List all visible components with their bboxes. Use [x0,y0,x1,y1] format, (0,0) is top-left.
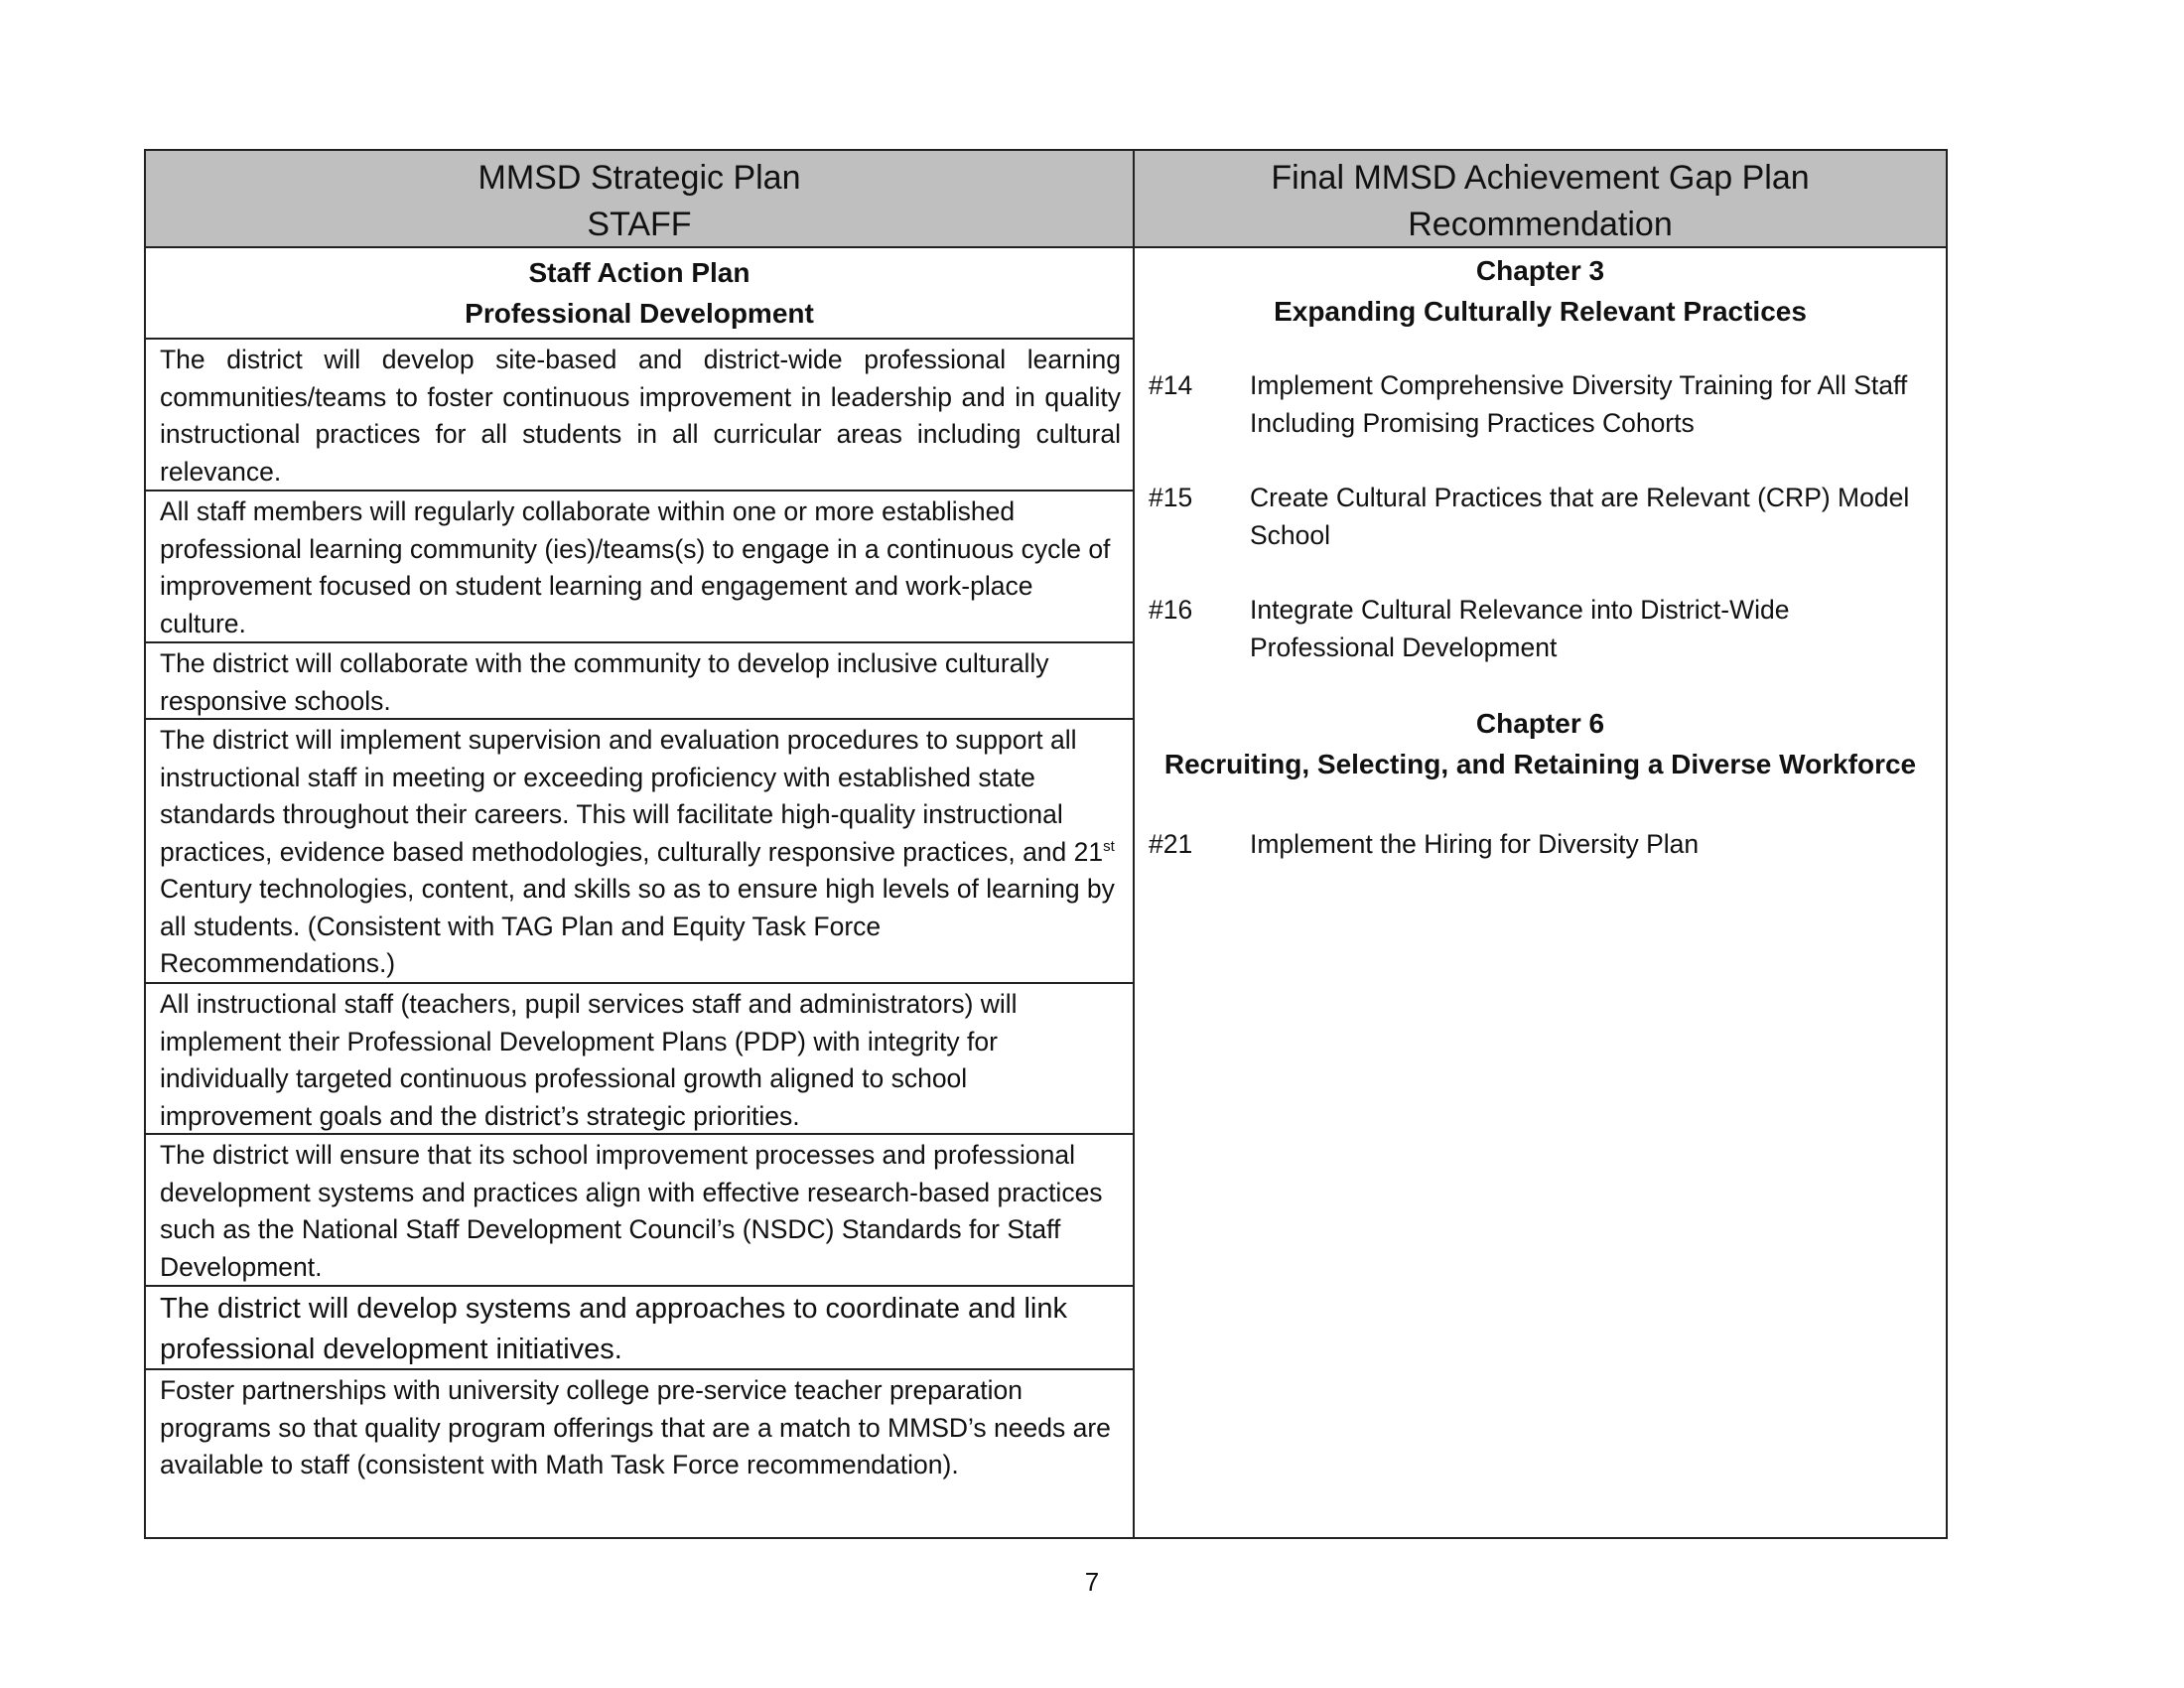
achievement-gap-header [1135,151,1946,248]
crosswalk-table [144,149,1948,1539]
subheader-line-1: Staff Action Plan [528,257,751,288]
strategic-plan-header [146,151,1133,248]
table-row: The district will collaborate with the community to develop inclusive culturally responsive schools. [146,643,1133,720]
recommendation-text: Create Cultural Practices that are Relevant (CRP) Model School [1250,483,1910,550]
row-text-part: Century technologies, content, and skills so as to ensure high levels of learning by all students. (Consistent with TAG Plan and Equity Task Force Recommendations.) [160,874,1115,978]
chapter-title: Expanding Culturally Relevant Practices [1274,296,1807,327]
row-text-part: The district will implement supervision and evaluation procedures to support all instructional staff in meeting or exceeding proficiency with established state standards throughout their careers. This will facilitate high-quality instructional practices, evidence based methodologies, culturally responsive practices, and 21 [160,725,1104,867]
recommendation-item [1149,480,1926,554]
recommendation-item [1149,367,1926,442]
table-row: All instructional staff (teachers, pupil services staff and administrators) will implement their Professional Development Plans (PDP) with integrity for individually targeted continuous professional growth aligned to school improvement goals and the district’s strategic priorities. [146,984,1133,1135]
recommendation-text: Integrate Cultural Relevance into District-Wide Professional Development [1250,595,1790,662]
page-number: 7 [1084,1567,1100,1597]
table-row: The district will develop systems and approaches to coordinate and link professional development initiatives. [146,1287,1133,1370]
table-row: Foster partnerships with university college pre-service teacher preparation programs so that quality program offerings that are a match to MMSD’s needs are available to staff (consistent with Math Task Force recommendation). [160,1375,1111,1479]
recommendation-item [1149,592,1926,666]
table-row: The district will ensure that its school improvement processes and professional development systems and practices align with effective research-based practices such as the National Staff Development Council’s (NSDC) Standards for Staff Development. [146,1135,1133,1287]
header-line-2: Recommendation [1408,206,1673,243]
action-plan-subheader [146,248,1133,340]
recommendation-number: #21 [1149,829,1193,859]
recommendation-text: Implement the Hiring for Diversity Plan [1250,829,1700,859]
recommendation-text: Implement Comprehensive Diversity Training for All Staff Including Promising Practices Cohorts [1250,370,1908,438]
chapter-number: Chapter 3 [1475,255,1605,286]
chapter-number: Chapter 6 [1475,708,1605,739]
table-row: All staff members will regularly collaborate within one or more established professional learning community (ies)/teams(s) to engage in a continuous cycle of improvement focused on student learning and engagement and work-place culture. [146,492,1133,643]
table-row: The district will develop site-based and district-wide professional learning communities/teams to foster continuous improvement in leadership and in quality instructional practices for all students in all curricular areas including cultural relevance. [146,340,1133,492]
subheader-line-2: Professional Development [465,298,814,329]
recommendation-item [1149,826,1926,864]
ordinal-superscript: st [1103,837,1115,855]
chapter-heading [1135,703,1946,784]
table-row [146,720,1133,984]
chapter-heading [1135,250,1946,332]
chapter-title: Recruiting, Selecting, and Retaining a Diverse Workforce [1163,749,1917,779]
header-line-2: STAFF [587,206,692,243]
recommendation-number: #15 [1149,483,1193,512]
recommendation-number: #16 [1149,595,1193,625]
header-line-1: Final MMSD Achievement Gap Plan [1271,159,1810,197]
header-line-1: MMSD Strategic Plan [478,159,801,197]
strategic-plan-column [146,151,1135,1537]
achievement-gap-column [1135,151,1946,1537]
recommendation-number: #14 [1149,370,1193,400]
